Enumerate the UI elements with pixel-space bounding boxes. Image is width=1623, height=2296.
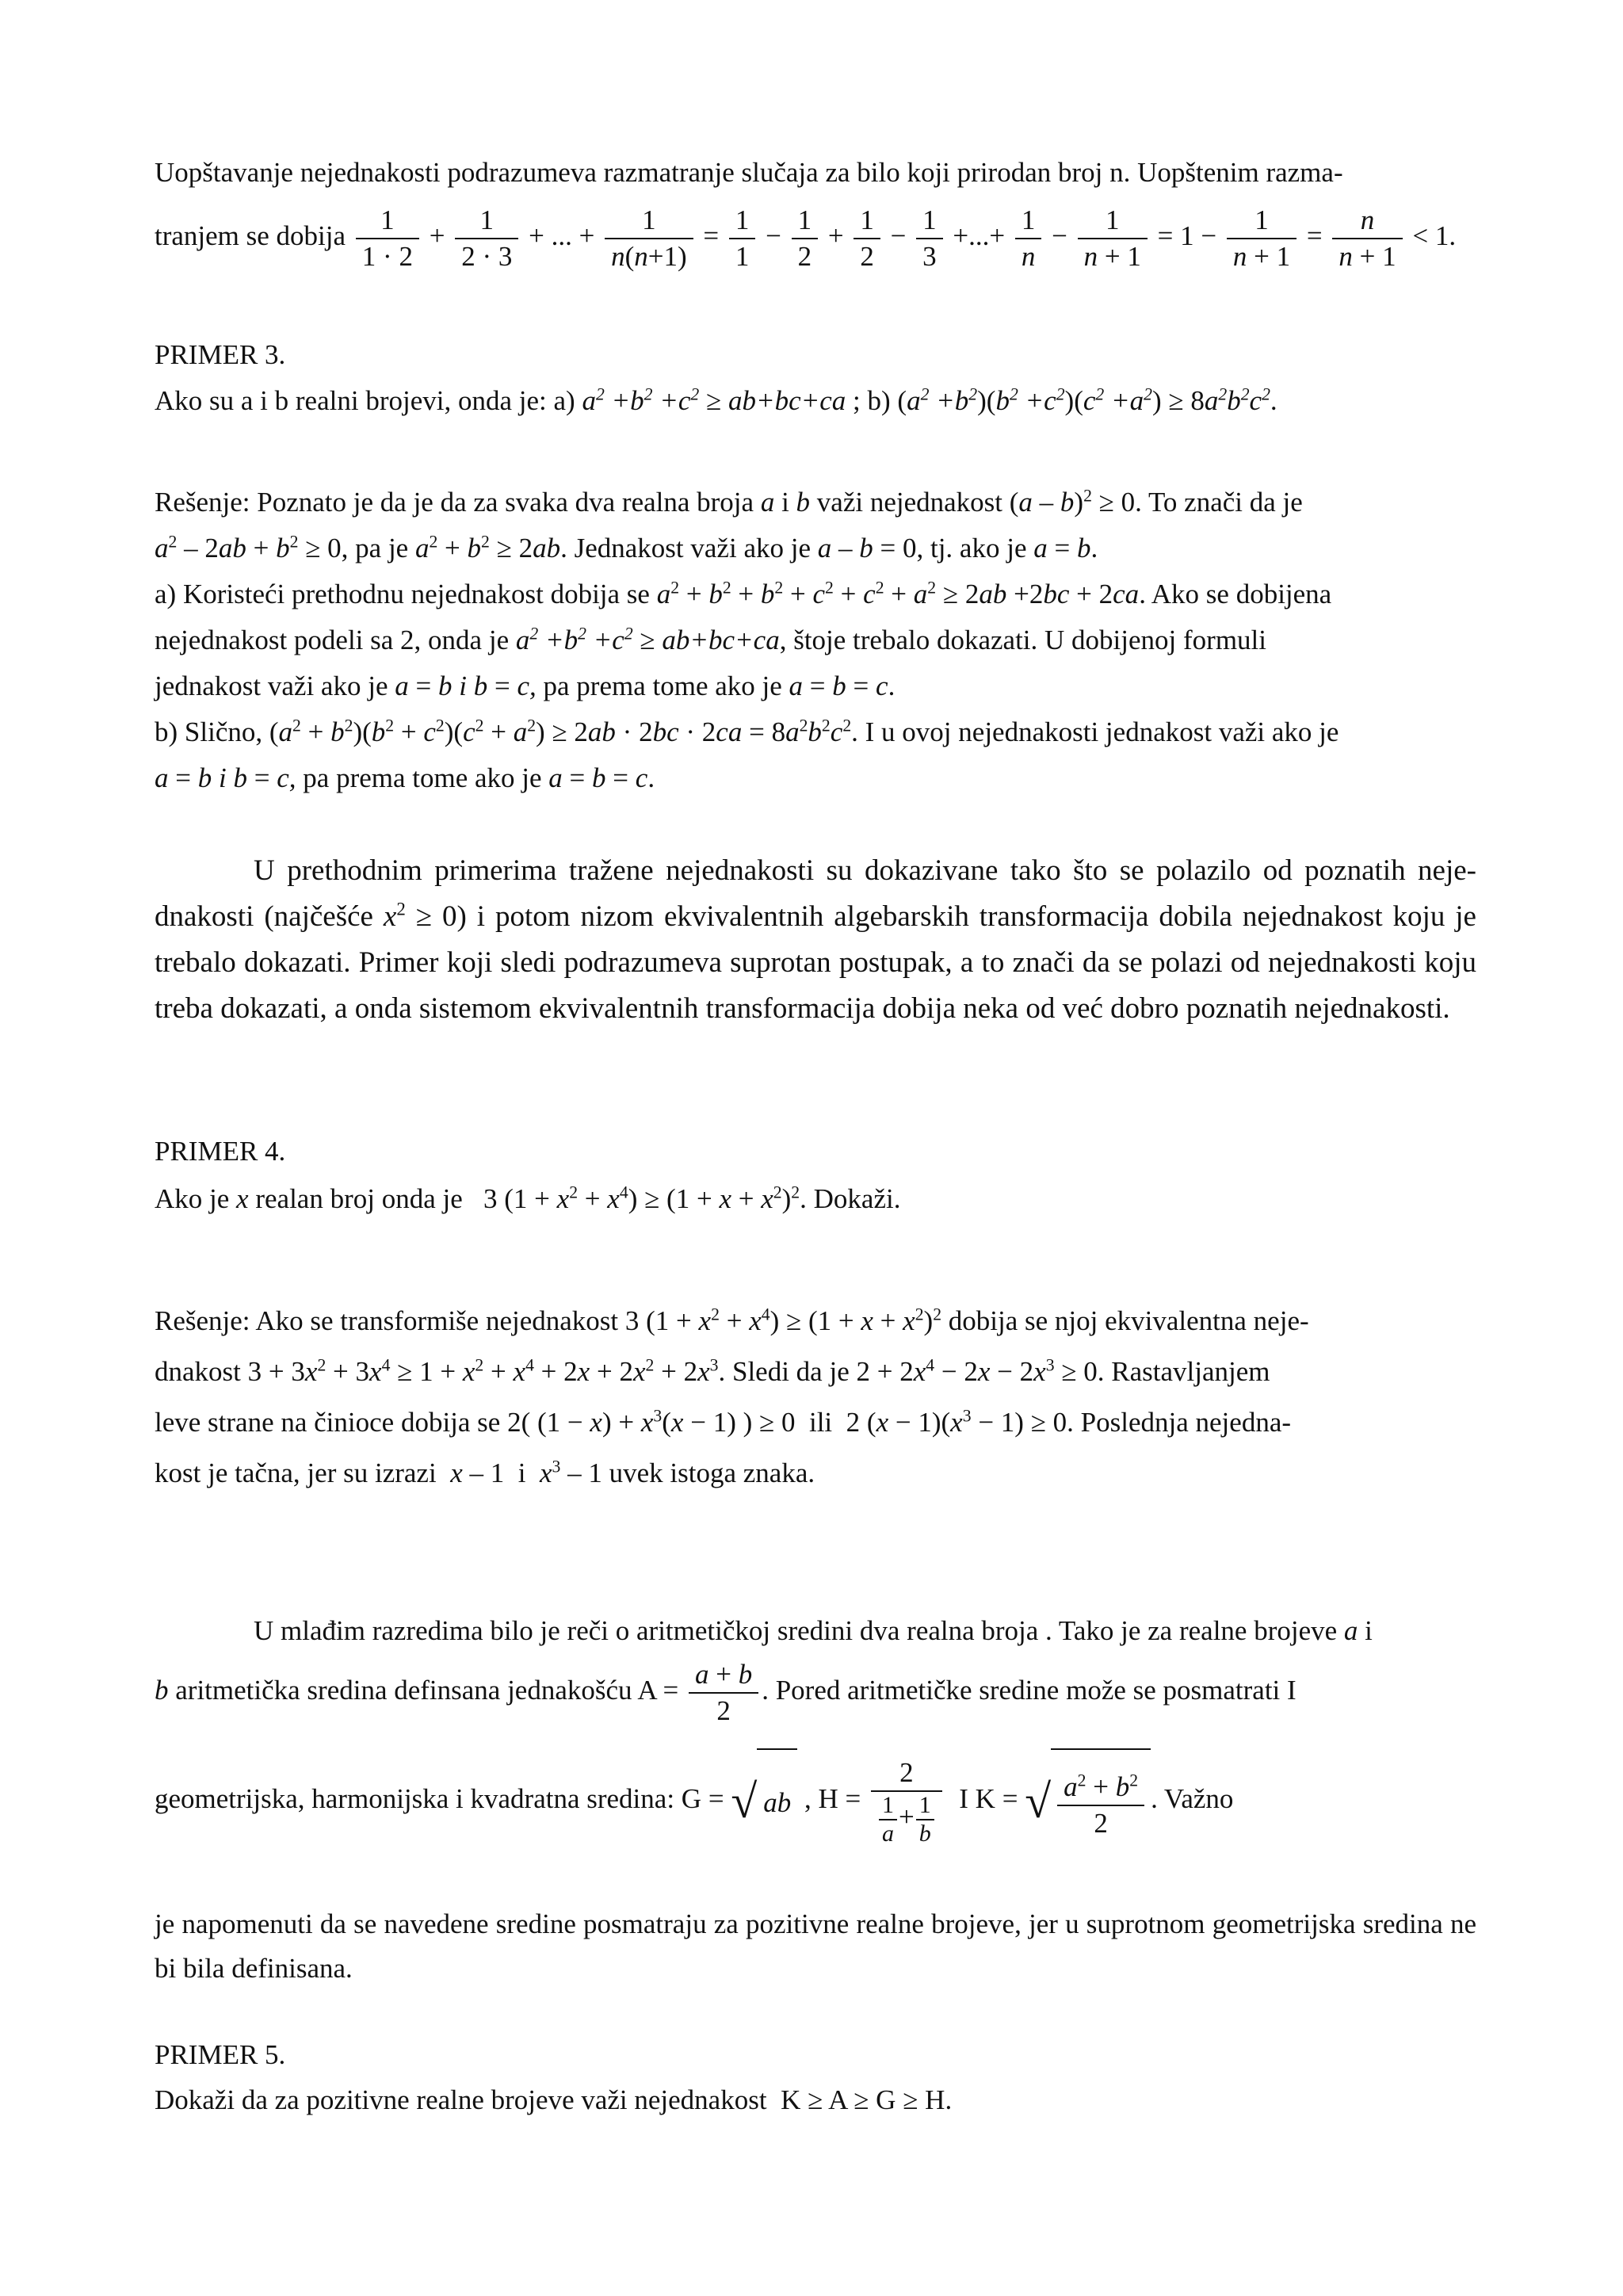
resenje-3-a-l3-lead: jednakost važi ako je (155, 670, 388, 701)
geometric-mean-formula: √ ab (731, 1748, 797, 1855)
primer-5-title: PRIMER 5. (155, 2039, 286, 2070)
resenje-4-l2-end: . Rastavljanjem (1097, 1356, 1270, 1387)
means-intro-i: i (1365, 1615, 1373, 1646)
resenje-3-l2-a: , pa je (341, 533, 409, 563)
intro-line-2-lead: tranjem se dobija (155, 220, 346, 251)
means-paragraph-line-1: U mlađim razredima bilo je reči o aritmetičkoj sredini dva realna broja . Tako je za realne brojeve a i (254, 1615, 1373, 1646)
primer-4-statement: Ako je x realan broj onda je 3 $(1 + x^2 + x^4) \ge (1 + x + x^2)^2$. Dokaži. (155, 1182, 901, 1214)
resenje-3-a-l2-lead: nejednakost podeli sa 2, onda je (155, 625, 510, 655)
resenje-4-l4-lead: kost je tačna, jer su izrazi (155, 1457, 437, 1488)
primer-4-mid: realan broj onda je (255, 1183, 463, 1214)
resenje-3-l2-b: . Jednakost važi ako je (560, 533, 811, 563)
other-means-lead: geometrijska, harmonijska i kvadratna sredina: G = (155, 1783, 724, 1814)
resenje-3-b-end: . I u ovoj nejednakosti jednakost važi ako je (851, 716, 1339, 747)
primer-4-title: PRIMER 4. (155, 1136, 286, 1167)
resenje-4: Rešenje: Ako se transformiše nejednakost 3 $(1 + x^2 + x^4) \ge (1 + x + x^2)^2$ dobija se njoj ekvivalentna neje- dnakost $3 + 3x^2 + 3x^4 \ge 1 + x^2 + x^4 + 2x + 2x^2 + 2x^3$. Sledi da je $2 + 2x^4 - 2x - 2x^3 \ge 0$. Rastavljanjem leve strane na činioce dobija se 2( $(1 - x) + x^3(x - 1)$ ) ≥ 0 ili 2 $(x - 1)(x^3 - 1) \ge 0$. Poslednja nejedna- kost je tačna, jer su izrazi x – 1 i $x^3 - 1$ uvek istoga znaka. (155, 1305, 1309, 1488)
resenje-3-a-l2-end: , štoje trebalo dokazati. U dobijenoj formuli (779, 625, 1266, 655)
resenje-3-a-lead: a) Koristeći prethodnu nejednakost dobija se (155, 579, 650, 609)
arithmetic-mean-lead: aritmetička sredina definsana jednakošću A = (175, 1675, 679, 1706)
harmonic-mean-formula: 2 $\frac{1}{a}$ + $\frac{1}{b}$ (871, 1755, 942, 1847)
resenje-3-l1-mid: važi nejednakost (816, 487, 1003, 518)
resenje-4-l3-lead: leve strane na činioce dobija se (155, 1407, 501, 1438)
method-paragraph-part-1: U prethodnim primerima tražene nejednakosti su dokazivane tako što se polazilo od poznatih neje-dnakosti (najčešće (155, 854, 1476, 933)
resenje-4-lead: Rešenje: Ako se transformiše nejednakost (155, 1305, 619, 1336)
primer-3-statement: Ako su a i b realni brojevi, onda je: a) $a^2 +b^2 +c^2 \ge ab+bc+ca$ ; b) $(a^2 +b^2)(b^2 +c^2)(c^2 +a^2) \ge 8a^2b^2c^2$. (155, 384, 1277, 416)
arithmetic-mean-line: b aritmetička sredina definsana jednakošću A = $\frac{a + b}{2}$ . Pored aritmetičke sredine može se posmatrati I (155, 1652, 1476, 1729)
resenje-4-l4-end: uvek istoga znaka. (609, 1457, 815, 1488)
quadratic-mean-formula: √ $\frac{a^2 + b^2}{2}$ (1025, 1748, 1151, 1855)
other-means-end: . Važno (1151, 1783, 1234, 1814)
primer-5-statement-text: Dokaži da za pozitivne realne brojeve važi nejednakost (155, 2084, 767, 2115)
telescoping-sum-formula: $\frac{1}{1 \cdot 2}$ + $\frac{1}{2 \cdot 3}$ + ... + $\frac{1}{n(n+1)}$ = $\frac{1}{1}$ − $\frac{1}{2}$ + $\frac{1}{2}$ − $\frac{1}{3}$ +...+ $\frac{1}{n}$ − $\frac{1}{n + 1}$ = 1 − $\frac{1}{n + 1}$ = $\frac{n}{n + 1}$ < 1. (353, 220, 1456, 251)
primer-4-lead: Ako je (155, 1183, 230, 1214)
intro-line-1: Uopštavanje nejednakosti podrazumeva razmatranje slučaja za bilo koji prirodan broj n. Uopštenim razma- (155, 157, 1343, 188)
other-means-line (155, 1748, 1476, 1855)
resenje-3-l1-end: To znači da je (1148, 487, 1303, 518)
method-paragraph-part-2: i potom nizom ekvivalentnih algebarskih transformacija dobila nejednakost koju je trebalo dokazati. Primer koji sledi podrazumeva suprotan postupak, a to znači da se polazi od nejednakosti koju treba dokazati, a onda sistemom ekvivalentnih transformacija dobija neka od već dobro poznatih nejednakosti. (155, 900, 1476, 1025)
quadratic-mean-label: I K = (959, 1783, 1018, 1814)
resenje-4-l2-mid: . Sledi da je (718, 1356, 850, 1387)
resenje-3-b-lead: b) Slično, (155, 716, 263, 747)
resenje-4-l1-end: dobija se njoj ekvivalentna neje- (948, 1305, 1309, 1336)
method-paragraph: U prethodnim primerima tražene nejednakosti su dokazivane tako što se polazilo od poznatih neje-dnakosti (najčešće $x^2 \ge 0$) i potom nizom ekvivalentnih algebarskih transformacija dobila nejednakost koju je trebalo dokazati. Primer koji sledi podrazumeva suprotan postupak, a to znači da se polazi od nejednakosti koju treba dokazati, a onda sistemom ekvivalentnih transformacija dobija neka od već dobro poznatih nejednakosti. (155, 854, 1476, 1025)
arithmetic-mean-fraction: $\frac{a + b}{2}$ (689, 1657, 758, 1729)
primer-4-end: . Dokaži. (800, 1183, 901, 1214)
primer-5-statement (155, 2078, 1476, 2122)
primer-3-title: PRIMER 3. (155, 339, 286, 370)
resenje-3-l2-c: , tj. ako je (916, 533, 1027, 563)
resenje-3-b-l2-mid: pa prema tome ako je (303, 762, 542, 793)
resenje-4-l2-lead: dnakost (155, 1356, 241, 1387)
means-note: je napomenuti da se navedene sredine posmatraju za pozitivne realne brojeve, jer u suprotnom geometrijska sredina ne bi bila definisana. (155, 1908, 1476, 1984)
part-b-label: b) (867, 385, 891, 416)
means-inequality-chain: K ≥ A ≥ G ≥ H. (781, 2084, 953, 2115)
means-intro-text: U mlađim razredima bilo je reči o aritmetičkoj sredini dva realna broja . Tako je za realne brojeve (254, 1615, 1338, 1646)
telescoping-sum-line (155, 198, 1476, 274)
part-a-label: a) (553, 385, 575, 416)
resenje-3-lead: Rešenje: Poznato je da je da za svaka dva realna broja (155, 487, 754, 518)
resenje-4-l3-ili: ili (808, 1407, 833, 1438)
primer-3-statement-text: Ako su a i b realni brojevi, onda je: (155, 385, 547, 416)
resenje-4-l4-i: i (517, 1457, 526, 1488)
resenje-3-a-end: . Ako se dobijena (1139, 579, 1332, 609)
resenje-3: Rešenje: Poznato je da je da za svaka dva realna broja a i b važi nejednakost (a – b)$^2$ ≥ 0. To znači da je $a^2 - 2ab + b^2 \ge 0$, pa je $a^2 + b^2 \ge 2ab$. Jednakost važi ako je a – b = 0, tj. ako je a = b. a) Koristeći prethodnu nejednakost dobija se $a^2 + b^2 + b^2 + c^2 + c^2 + a^2 \ge 2ab +2bc + 2ca$. Ako se dobijena nejednakost podeli sa 2, onda je $a^2 +b^2 +c^2 \ge ab+bc+ca$, štoje trebalo dokazati. U dobijenoj formuli jednakost važi ako je a = b i b = c, pa prema tome ako je a = b = c. b) Slično, $(a^2 + b^2)(b^2 + c^2)(c^2 + a^2) \ge 2ab \cdot 2bc \cdot 2ca = 8a^2b^2c^2$. I u ovoj nejednakosti jednakost važi ako je a = b i b = c, pa prema tome ako je a = b = c. (155, 486, 1339, 793)
harmonic-mean-label: , H = (804, 1783, 861, 1814)
arithmetic-mean-end: . Pored aritmetičke sredine može se posmatrati I (762, 1675, 1296, 1706)
resenje-3-a-l3-mid: pa prema tome ako je (543, 670, 782, 701)
resenje-4-l3-end: . Poslednja nejedna- (1067, 1407, 1292, 1438)
